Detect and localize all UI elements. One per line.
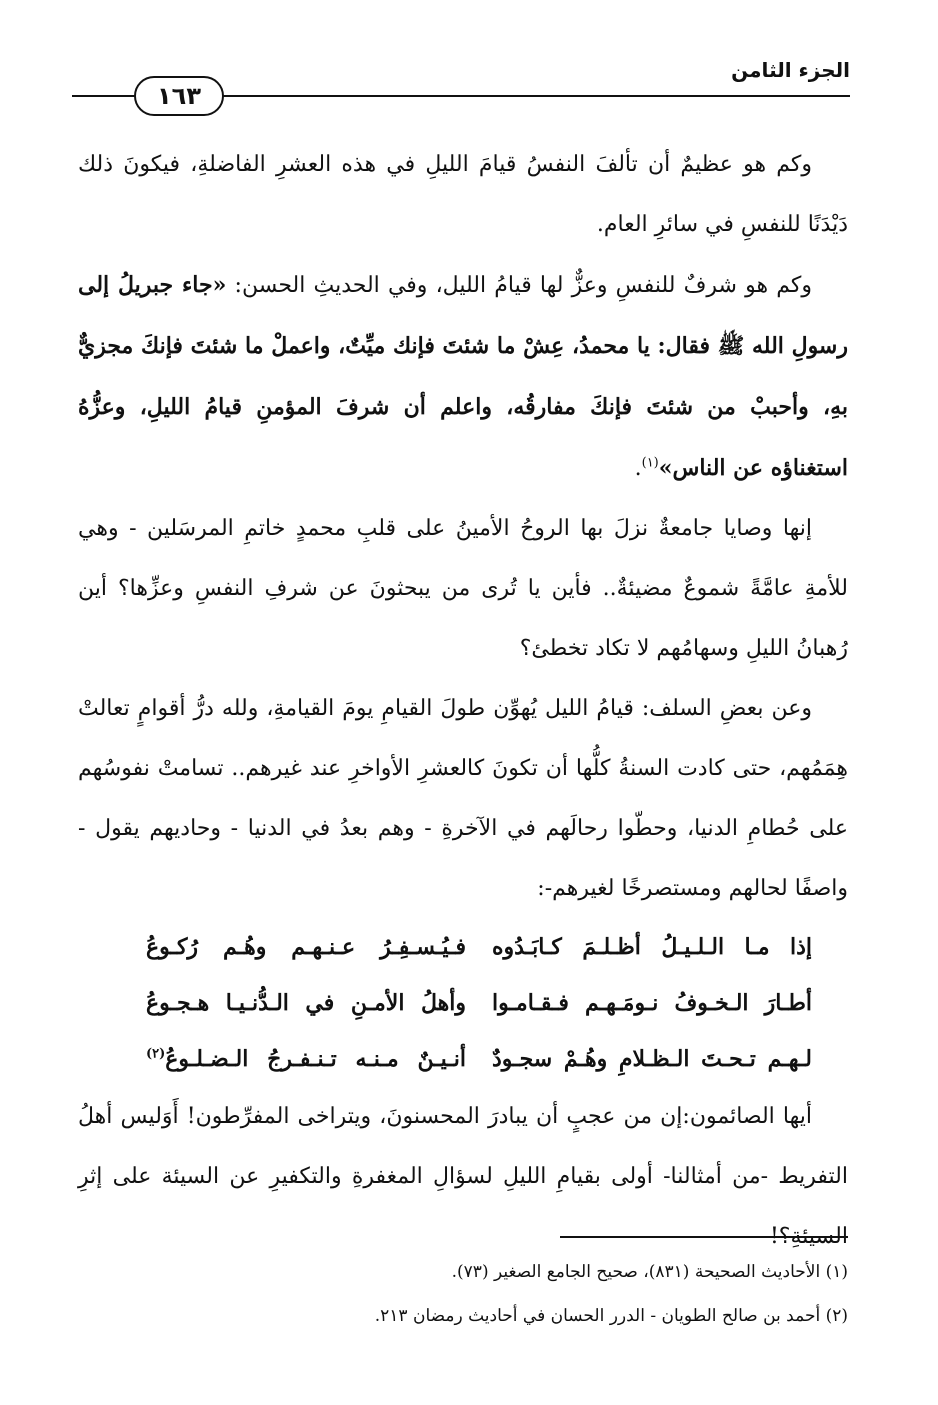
footnote-2: (٢) أحمد بن صالح الطويان - الدرر الحسان في أحاديث رمضان ٢١٣. (374, 1306, 848, 1326)
footnote-ref-1[interactable]: (١) (641, 455, 659, 471)
verse-left-hemistich: فـيُـسـفِـرُ عـنـهـم وهُـم رُكـوعُ (146, 934, 466, 960)
paragraph-2 (78, 255, 848, 499)
footnote-separator (560, 1236, 848, 1238)
page-number: ١٦٣ (134, 76, 224, 116)
footnote-ref-2[interactable]: (٢) (146, 1046, 166, 1062)
footnotes (78, 1250, 848, 1338)
footnote-1: (١) الأحاديث الصحيحة (٨٣١)، صحيح الجامع الصغير (٧٣). (451, 1262, 848, 1282)
header-title: الجزء الثامن (731, 58, 850, 82)
paragraph-1: وكم هو عظيمٌ أن تألفَ النفسُ قيامَ الليلِ في هذه العشرِ الفاضلةِ، فيكونَ ذلك دَيْدَنًا للنفسِ في سائرِ العام. (78, 152, 848, 237)
paragraph-4: وعن بعضِ السلف: قيامُ الليل يُهوِّن طولَ القيامِ يومَ القيامةِ، ولله درُّ أقوامٍ تعالتْ هِمَمُهم، حتى كادت السنةُ كلُّها أن تكونَ كالعشرِ الأواخرِ عند غيرهم.. تسامتْ نفوسُهم على حُطامِ الدنيا، وحطّوا رحالَهم في الآخرةِ - وهم بعدُ في الدنيا - وحاديهم يقول - واصفًا لحالهم ومستصرخًا لغيرهم-: (78, 696, 848, 901)
verse-left-hemistich: وأهلُ الأمـنِ في الـدُّنـيـا هـجـوعُ (146, 990, 466, 1016)
hadith-quote: «جاء جبريلُ إلى رسولِ الله ﷺ فقال: يا محمدُ، عِشْ ما شئتَ فإنك ميِّتٌ، واعملْ ما شئتَ فإنكَ مجزيٌّ بهِ، وأحببْ من شئتَ فإنكَ مفارقُه، واعلم أن شرفَ المؤمنِ قيامُ الليلِ، وعزُّهُ استغناؤه عن الناس» (78, 272, 848, 481)
paragraph-3: إنها وصايا جامعةٌ نزلَ بها الروحُ الأمينُ على قلبِ محمدٍ خاتمِ المرسَلين - وهي للأمةِ عامَّةً شموعٌ مضيئةٌ.. فأين يا تُرى من يبحثونَ عن شرفِ النفسِ وعزِّها؟ أين رُهبانُ الليلِ وسهامُهم لا تكاد تخطئ؟ (78, 516, 848, 661)
poem (78, 919, 848, 1087)
verse-right-hemistich: إذا مـا الـلـيـلُ أظـلـمَ كـابَـدُوه (492, 934, 812, 960)
paragraph-5: أيها الصائمون:إن من عجبٍ أن يبادرَ المحسنونَ، ويتراخى المفرِّطون! أَوَليس أهلُ التفريط -من أمثالنا- أولى بقيامِ الليلِ لسؤالِ المغفرةِ والتكفيرِ عن السيئة على إثرِ السيئةِ؟! (78, 1104, 848, 1249)
poem-verse (78, 1031, 812, 1087)
paragraph-2-end: . (634, 456, 642, 481)
verse-left-hemistich: أنـيـنٌ مـنـه تـنـفـرجُ الـضـلـوعُ (165, 1046, 466, 1072)
verse-right-hemistich: لـهـم تـحـتَ الـظـلامِ وهُـمْ سجـودٌ (492, 1046, 812, 1072)
verse-right-hemistich: أطـارَ الـخـوفُ نـومَـهـم فـقـامـوا (492, 990, 812, 1016)
page-body (78, 135, 848, 1267)
page-header (72, 58, 850, 120)
poem-verse (78, 919, 812, 975)
poem-verse (78, 975, 812, 1031)
paragraph-2-intro: وكم هو شرفٌ للنفسِ وعزٌّ لها قيامُ الليل، وفي الحديثِ الحسن: (226, 273, 813, 298)
